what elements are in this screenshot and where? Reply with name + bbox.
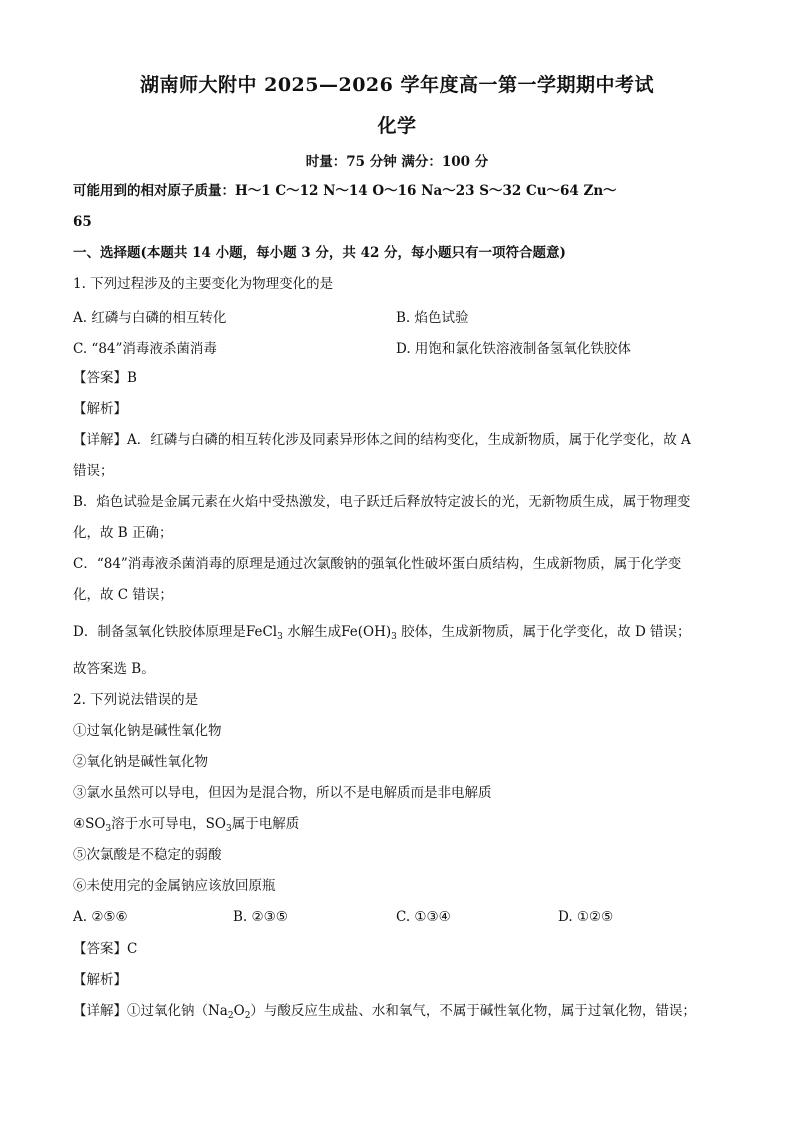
q1-conclusion: 故答案选 B。 [73, 661, 155, 677]
q2-detail-pre: 【详解】①过氧化钠（Na [73, 1003, 228, 1019]
q1-detail-d [73, 622, 723, 647]
q1-detail-b: B．焰色试验是金属元素在火焰中受热激发，电子跃迁后释放特定波长的光，无新物质生成，属于物理变 [73, 494, 691, 510]
q1-detail-d-text-mid: 水解生成 [282, 624, 342, 640]
q2-detail-o: O [233, 1003, 245, 1019]
exam-title: 湖南师大附中 2025—2026 学年度高一第一学期期中考试 [140, 74, 654, 96]
fecl3-subscript: 3 [277, 632, 283, 642]
q1-detail-d-text-end: 胶体，生成新物质，属于化学变化，故 D 错误； [396, 624, 691, 640]
q2-statement-5: ⑤次氯酸是不稳定的弱酸 [73, 847, 222, 863]
q2-detail [73, 1001, 723, 1026]
q2-analysis-label: 【解析】 [73, 972, 127, 988]
q2-option-d: D. ①②⑤ [558, 909, 614, 925]
q2-option-b: B. ②③⑤ [233, 909, 288, 925]
q2-statement-4 [73, 814, 723, 839]
q2-detail-post: ）与酸反应生成盐、水和氧气，不属于碱性氧化物，属于过氧化物，错误； [250, 1003, 696, 1019]
q1-detail-c-cont: 化，故 C 错误； [73, 587, 173, 603]
na2o2-subscript-1: 2 [227, 1011, 234, 1021]
q2-statement-6: ⑥未使用完的金属钠应该放回原瓶 [73, 878, 276, 894]
subject-title: 化学 [377, 115, 417, 137]
q2-answer: 【答案】C [73, 941, 138, 957]
q1-option-d: D. 用饱和氯化铁溶液制备氢氧化铁胶体 [396, 341, 631, 357]
q1-option-b: B. 焰色试验 [396, 310, 469, 326]
time-score-line: 时量：75 分钟 满分：100 分 [305, 154, 489, 170]
q2-s4-pre: ④SO [73, 816, 106, 832]
q2-stem: 2. 下列说法错误的是 [73, 692, 199, 708]
q1-detail-a: 【详解】A．红磷与白磷的相互转化涉及同素异形体之间的结构变化，生成新物质，属于化学变化，故 A [73, 432, 691, 448]
atomic-mass-line: 可能用到的相对原子质量：H～1 C～12 N～14 O～16 Na～23 S～32 Cu～64 Zn～ [73, 183, 617, 199]
q1-option-c: C. “84”消毒液杀菌消毒 [73, 341, 217, 357]
section-heading: 一、选择题(本题共 14 小题，每小题 3 分，共 42 分，每小题只有一项符合题意) [73, 245, 566, 261]
na2o2-subscript-2: 2 [244, 1011, 251, 1021]
so3-subscript-2: 3 [225, 824, 232, 834]
q1-detail-c: C．“84”消毒液杀菌消毒的原理是通过次氯酸钠的强氧化性破坏蛋白质结构，生成新物质，属于化学变 [73, 556, 682, 572]
fecl3-formula: FeCl [245, 624, 278, 640]
q1-analysis-label: 【解析】 [73, 401, 127, 417]
q2-statement-2: ②氧化钠是碱性氧化物 [73, 754, 208, 770]
q2-s4-mid: 溶于水可导电，SO [111, 816, 226, 832]
q2-s4-post: 属于电解质 [231, 816, 300, 832]
q1-answer: 【答案】B [73, 370, 137, 386]
feoh3-formula: Fe(OH) [341, 624, 392, 640]
feoh3-subscript: 3 [391, 632, 397, 642]
q2-statement-1: ①过氧化钠是碱性氧化物 [73, 723, 222, 739]
so3-subscript: 3 [105, 824, 112, 834]
q2-option-a: A. ②⑤⑥ [73, 909, 128, 925]
q1-detail-b-cont: 化，故 B 正确； [73, 525, 173, 541]
q1-stem: 1. 下列过程涉及的主要变化为物理变化的是 [73, 276, 334, 292]
q1-detail-a-cont: 错误； [73, 463, 114, 479]
q1-option-a: A. 红磷与白磷的相互转化 [73, 310, 227, 326]
atomic-mass-line-cont: 65 [73, 214, 92, 230]
q1-detail-d-text: D．制备氢氧化铁胶体原理是 [73, 624, 246, 640]
q2-option-c: C. ①③④ [396, 909, 451, 925]
q2-statement-3: ③氯水虽然可以导电，但因为是混合物，所以不是电解质而是非电解质 [73, 785, 492, 801]
